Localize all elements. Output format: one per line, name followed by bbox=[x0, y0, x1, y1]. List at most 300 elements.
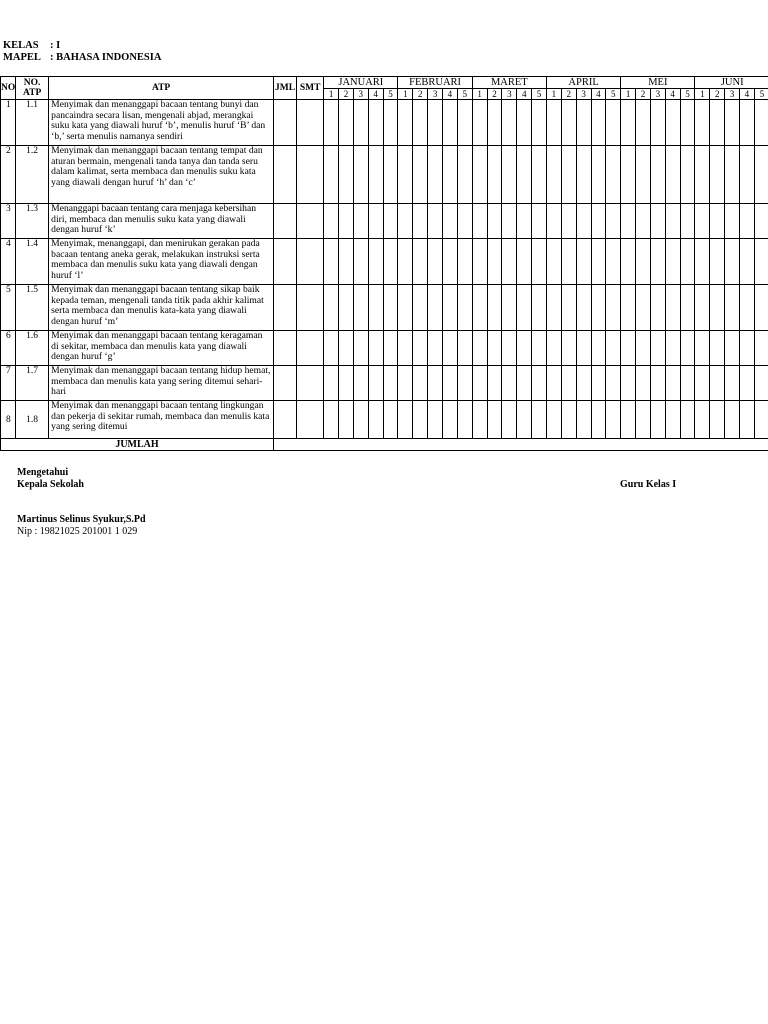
week-cell bbox=[710, 401, 725, 439]
row-jml-cell bbox=[274, 401, 297, 439]
week-cell bbox=[680, 366, 695, 401]
week-cell bbox=[472, 204, 487, 239]
week-header: 2 bbox=[487, 89, 502, 100]
week-cell bbox=[576, 100, 591, 146]
week-cell bbox=[532, 239, 547, 285]
week-cell bbox=[383, 401, 398, 439]
week-header: 1 bbox=[324, 89, 339, 100]
week-cell bbox=[339, 239, 354, 285]
week-header: 5 bbox=[457, 89, 472, 100]
row-atp-no: 1.6 bbox=[16, 331, 49, 366]
week-cell bbox=[413, 401, 428, 439]
row-atp-description: Menyimak dan menanggapi bacaan tentang hidup hemat, membaca dan menulis kata yang sering ditemui sehari-hari bbox=[49, 366, 274, 401]
header-no: NO bbox=[1, 77, 16, 100]
row-atp-no: 1.2 bbox=[16, 146, 49, 204]
week-header: 1 bbox=[472, 89, 487, 100]
week-cell bbox=[591, 285, 606, 331]
week-cell bbox=[457, 366, 472, 401]
week-cell bbox=[383, 285, 398, 331]
week-cell bbox=[413, 204, 428, 239]
week-cell bbox=[353, 239, 368, 285]
week-cell bbox=[621, 239, 636, 285]
week-cell bbox=[413, 285, 428, 331]
jumlah-values bbox=[274, 439, 768, 451]
week-cell bbox=[665, 401, 680, 439]
week-header: 2 bbox=[413, 89, 428, 100]
row-atp-no: 1.5 bbox=[16, 285, 49, 331]
mapel-value: : BAHASA INDONESIA bbox=[50, 52, 162, 63]
week-cell bbox=[561, 146, 576, 204]
week-header: 2 bbox=[636, 89, 651, 100]
week-cell bbox=[754, 204, 768, 239]
week-cell bbox=[739, 285, 754, 331]
kelas-value: : I bbox=[50, 40, 61, 51]
week-cell bbox=[546, 146, 561, 204]
week-header: 4 bbox=[443, 89, 458, 100]
week-cell bbox=[650, 366, 665, 401]
row-atp-no: 1.7 bbox=[16, 366, 49, 401]
week-cell bbox=[665, 146, 680, 204]
week-cell bbox=[398, 146, 413, 204]
week-cell bbox=[650, 204, 665, 239]
week-cell bbox=[368, 401, 383, 439]
week-cell bbox=[591, 239, 606, 285]
week-cell bbox=[517, 285, 532, 331]
row-jml-cell bbox=[274, 285, 297, 331]
row-jml-cell bbox=[274, 146, 297, 204]
week-cell bbox=[502, 100, 517, 146]
week-header: 1 bbox=[398, 89, 413, 100]
week-cell bbox=[487, 100, 502, 146]
week-cell bbox=[636, 285, 651, 331]
row-atp-description: Menanggapi bacaan tentang cara menjaga kebersihan diri, membaca dan menulis suku kata yang diawali dengan huruf ‘k’ bbox=[49, 204, 274, 239]
mapel-line bbox=[3, 52, 161, 63]
week-cell bbox=[383, 146, 398, 204]
week-cell bbox=[650, 285, 665, 331]
week-cell bbox=[383, 100, 398, 146]
week-cell bbox=[621, 285, 636, 331]
week-cell bbox=[546, 331, 561, 366]
week-cell bbox=[561, 239, 576, 285]
week-header: 1 bbox=[695, 89, 710, 100]
row-no: 2 bbox=[1, 146, 16, 204]
week-cell bbox=[487, 331, 502, 366]
week-header: 5 bbox=[606, 89, 621, 100]
table-row bbox=[1, 285, 768, 331]
week-cell bbox=[398, 401, 413, 439]
row-smt-cell bbox=[297, 239, 324, 285]
week-cell bbox=[561, 100, 576, 146]
row-atp-description: Menyimak, menanggapi, dan menirukan gerakan pada bacaan tentang aneka gerak, melakukan instruksi serta membaca dan menulis suku kata yang diawali dengan huruf ‘l’ bbox=[49, 239, 274, 285]
week-cell bbox=[368, 239, 383, 285]
week-cell bbox=[739, 401, 754, 439]
row-atp-description: Menyimak dan menanggapi bacaan tentang tempat dan aturan bermain, mengenali tanda tanya dan tanda seru dalam kalimat, serta membaca dan menulis suku kata yang diawali dengan huruf ‘h’ dan ‘c’ bbox=[49, 146, 274, 204]
week-cell bbox=[457, 401, 472, 439]
week-cell bbox=[324, 285, 339, 331]
jumlah-label: JUMLAH bbox=[1, 439, 274, 451]
week-cell bbox=[606, 204, 621, 239]
week-cell bbox=[339, 401, 354, 439]
week-cell bbox=[606, 366, 621, 401]
week-cell bbox=[472, 146, 487, 204]
row-atp-no: 1.3 bbox=[16, 204, 49, 239]
week-cell bbox=[457, 146, 472, 204]
header-no-atp: NO. ATP bbox=[16, 77, 49, 100]
week-cell bbox=[621, 331, 636, 366]
guru-kelas-label: Guru Kelas I bbox=[620, 479, 677, 490]
week-cell bbox=[532, 366, 547, 401]
week-cell bbox=[339, 204, 354, 239]
week-cell bbox=[546, 204, 561, 239]
week-cell bbox=[621, 100, 636, 146]
kelas-label: KELAS bbox=[3, 40, 39, 51]
mengetahui-label: Mengetahui bbox=[17, 467, 69, 478]
week-cell bbox=[517, 100, 532, 146]
week-cell bbox=[532, 204, 547, 239]
week-cell bbox=[368, 146, 383, 204]
week-cell bbox=[339, 100, 354, 146]
week-cell bbox=[353, 146, 368, 204]
week-cell bbox=[383, 366, 398, 401]
week-cell bbox=[324, 401, 339, 439]
week-cell bbox=[710, 285, 725, 331]
week-cell bbox=[443, 331, 458, 366]
header-atp: ATP bbox=[49, 77, 274, 100]
week-cell bbox=[695, 204, 710, 239]
week-cell bbox=[739, 366, 754, 401]
week-cell bbox=[502, 285, 517, 331]
week-cell bbox=[472, 401, 487, 439]
week-cell bbox=[754, 401, 768, 439]
week-cell bbox=[413, 366, 428, 401]
week-cell bbox=[502, 401, 517, 439]
week-cell bbox=[695, 401, 710, 439]
week-cell bbox=[472, 100, 487, 146]
week-cell bbox=[353, 100, 368, 146]
week-cell bbox=[532, 331, 547, 366]
week-cell bbox=[502, 331, 517, 366]
row-no: 4 bbox=[1, 239, 16, 285]
week-cell bbox=[710, 204, 725, 239]
week-cell bbox=[576, 204, 591, 239]
week-cell bbox=[754, 146, 768, 204]
row-no: 1 bbox=[1, 100, 16, 146]
week-cell bbox=[665, 239, 680, 285]
row-smt-cell bbox=[297, 401, 324, 439]
week-cell bbox=[680, 285, 695, 331]
week-cell bbox=[472, 239, 487, 285]
week-cell bbox=[383, 239, 398, 285]
week-cell bbox=[517, 146, 532, 204]
week-header: 4 bbox=[665, 89, 680, 100]
week-cell bbox=[576, 331, 591, 366]
week-cell bbox=[591, 401, 606, 439]
week-cell bbox=[368, 204, 383, 239]
week-cell bbox=[695, 366, 710, 401]
week-cell bbox=[353, 331, 368, 366]
week-cell bbox=[443, 366, 458, 401]
week-cell bbox=[710, 146, 725, 204]
week-cell bbox=[324, 366, 339, 401]
row-smt-cell bbox=[297, 204, 324, 239]
week-cell bbox=[517, 331, 532, 366]
week-cell bbox=[739, 331, 754, 366]
table-row bbox=[1, 366, 768, 401]
week-cell bbox=[636, 146, 651, 204]
week-cell bbox=[443, 204, 458, 239]
week-header: 3 bbox=[725, 89, 740, 100]
week-cell bbox=[339, 331, 354, 366]
week-header: 3 bbox=[502, 89, 517, 100]
week-cell bbox=[368, 100, 383, 146]
week-cell bbox=[576, 401, 591, 439]
row-smt-cell bbox=[297, 146, 324, 204]
week-cell bbox=[457, 331, 472, 366]
week-cell bbox=[680, 331, 695, 366]
week-cell bbox=[502, 239, 517, 285]
row-jml-cell bbox=[274, 366, 297, 401]
week-cell bbox=[739, 204, 754, 239]
week-header: 3 bbox=[353, 89, 368, 100]
week-cell bbox=[680, 239, 695, 285]
week-cell bbox=[725, 401, 740, 439]
row-no: 3 bbox=[1, 204, 16, 239]
week-header: 1 bbox=[546, 89, 561, 100]
week-cell bbox=[650, 239, 665, 285]
week-cell bbox=[606, 146, 621, 204]
week-cell bbox=[695, 331, 710, 366]
week-cell bbox=[517, 401, 532, 439]
row-jml-cell bbox=[274, 100, 297, 146]
week-header: 5 bbox=[754, 89, 768, 100]
week-cell bbox=[710, 366, 725, 401]
week-cell bbox=[502, 146, 517, 204]
row-atp-description: Menyimak dan menanggapi bacaan tentang sikap baik kepada teman, mengenali tanda titik pada akhir kalimat serta membaca dan menulis kata-kata yang diawali dengan huruf ‘m’ bbox=[49, 285, 274, 331]
week-cell bbox=[443, 146, 458, 204]
week-cell bbox=[591, 366, 606, 401]
kepala-sekolah-label: Kepala Sekolah bbox=[17, 479, 84, 490]
week-cell bbox=[606, 239, 621, 285]
week-cell bbox=[546, 100, 561, 146]
week-cell bbox=[487, 204, 502, 239]
week-cell bbox=[457, 100, 472, 146]
week-cell bbox=[398, 100, 413, 146]
week-cell bbox=[398, 366, 413, 401]
week-cell bbox=[665, 366, 680, 401]
week-cell bbox=[517, 366, 532, 401]
row-jml-cell bbox=[274, 239, 297, 285]
week-cell bbox=[606, 100, 621, 146]
header-jml: JML bbox=[274, 77, 297, 100]
week-cell bbox=[576, 285, 591, 331]
week-cell bbox=[383, 331, 398, 366]
week-cell bbox=[532, 401, 547, 439]
week-cell bbox=[472, 366, 487, 401]
week-cell bbox=[368, 285, 383, 331]
row-atp-description: Menyimak dan menanggapi bacaan tentang keragaman di sekitar, membaca dan menulis kata yang diawali dengan huruf ‘g’ bbox=[49, 331, 274, 366]
week-cell bbox=[457, 204, 472, 239]
week-header: 2 bbox=[561, 89, 576, 100]
week-cell bbox=[636, 366, 651, 401]
week-cell bbox=[457, 239, 472, 285]
week-cell bbox=[725, 146, 740, 204]
week-cell bbox=[413, 331, 428, 366]
week-cell bbox=[710, 100, 725, 146]
row-jml-cell bbox=[274, 204, 297, 239]
week-cell bbox=[546, 285, 561, 331]
week-cell bbox=[428, 204, 443, 239]
table-row bbox=[1, 239, 768, 285]
week-header: 3 bbox=[650, 89, 665, 100]
week-cell bbox=[576, 239, 591, 285]
week-cell bbox=[665, 285, 680, 331]
week-cell bbox=[443, 100, 458, 146]
week-cell bbox=[532, 100, 547, 146]
row-no: 5 bbox=[1, 285, 16, 331]
week-cell bbox=[339, 146, 354, 204]
week-cell bbox=[754, 285, 768, 331]
week-cell bbox=[636, 204, 651, 239]
week-cell bbox=[457, 285, 472, 331]
week-header: 3 bbox=[428, 89, 443, 100]
week-cell bbox=[650, 146, 665, 204]
row-atp-no: 1.4 bbox=[16, 239, 49, 285]
week-cell bbox=[561, 204, 576, 239]
month-header: MARET bbox=[472, 77, 546, 89]
week-cell bbox=[725, 100, 740, 146]
week-cell bbox=[472, 285, 487, 331]
week-cell bbox=[413, 146, 428, 204]
week-cell bbox=[353, 285, 368, 331]
week-cell bbox=[636, 331, 651, 366]
week-cell bbox=[561, 331, 576, 366]
week-cell bbox=[428, 239, 443, 285]
week-cell bbox=[576, 146, 591, 204]
week-cell bbox=[324, 239, 339, 285]
week-cell bbox=[621, 401, 636, 439]
week-cell bbox=[739, 239, 754, 285]
row-no: 8 bbox=[1, 401, 16, 439]
week-header: 2 bbox=[339, 89, 354, 100]
week-header: 4 bbox=[739, 89, 754, 100]
week-cell bbox=[606, 331, 621, 366]
week-cell bbox=[517, 239, 532, 285]
week-cell bbox=[413, 100, 428, 146]
week-cell bbox=[428, 366, 443, 401]
week-cell bbox=[621, 204, 636, 239]
week-cell bbox=[353, 401, 368, 439]
week-cell bbox=[636, 401, 651, 439]
week-cell bbox=[339, 366, 354, 401]
week-cell bbox=[398, 331, 413, 366]
week-cell bbox=[487, 146, 502, 204]
week-cell bbox=[324, 100, 339, 146]
row-jml-cell bbox=[274, 331, 297, 366]
month-header: JANUARI bbox=[324, 77, 398, 89]
week-cell bbox=[665, 100, 680, 146]
week-cell bbox=[487, 401, 502, 439]
week-cell bbox=[576, 366, 591, 401]
week-header: 3 bbox=[576, 89, 591, 100]
week-cell bbox=[725, 366, 740, 401]
week-cell bbox=[739, 100, 754, 146]
week-header: 2 bbox=[710, 89, 725, 100]
week-cell bbox=[324, 146, 339, 204]
week-cell bbox=[636, 100, 651, 146]
header-smt: SMT bbox=[297, 77, 324, 100]
week-cell bbox=[680, 204, 695, 239]
row-atp-no: 1.8 bbox=[16, 401, 49, 439]
week-cell bbox=[754, 331, 768, 366]
week-cell bbox=[502, 366, 517, 401]
week-header: 4 bbox=[368, 89, 383, 100]
week-cell bbox=[398, 285, 413, 331]
week-cell bbox=[650, 401, 665, 439]
week-cell bbox=[695, 285, 710, 331]
table-row bbox=[1, 204, 768, 239]
week-cell bbox=[428, 401, 443, 439]
week-cell bbox=[413, 239, 428, 285]
week-cell bbox=[532, 285, 547, 331]
week-cell bbox=[546, 366, 561, 401]
week-cell bbox=[398, 204, 413, 239]
week-cell bbox=[606, 401, 621, 439]
week-cell bbox=[591, 331, 606, 366]
week-cell bbox=[695, 146, 710, 204]
week-cell bbox=[443, 285, 458, 331]
row-smt-cell bbox=[297, 366, 324, 401]
week-cell bbox=[621, 366, 636, 401]
week-cell bbox=[725, 331, 740, 366]
row-smt-cell bbox=[297, 100, 324, 146]
week-cell bbox=[591, 146, 606, 204]
week-cell bbox=[428, 146, 443, 204]
week-cell bbox=[487, 366, 502, 401]
month-header: FEBRUARI bbox=[398, 77, 472, 89]
week-cell bbox=[383, 204, 398, 239]
week-cell bbox=[725, 285, 740, 331]
week-cell bbox=[561, 401, 576, 439]
week-cell bbox=[443, 239, 458, 285]
week-cell bbox=[710, 331, 725, 366]
month-header: JUNI bbox=[695, 77, 768, 89]
week-cell bbox=[754, 100, 768, 146]
week-cell bbox=[739, 146, 754, 204]
week-cell bbox=[339, 285, 354, 331]
month-header: MEI bbox=[621, 77, 695, 89]
table-row bbox=[1, 401, 768, 439]
week-cell bbox=[636, 239, 651, 285]
atp-schedule-table bbox=[0, 76, 768, 451]
week-header: 1 bbox=[621, 89, 636, 100]
week-cell bbox=[725, 239, 740, 285]
week-cell bbox=[428, 331, 443, 366]
week-cell bbox=[680, 146, 695, 204]
week-cell bbox=[650, 100, 665, 146]
week-cell bbox=[546, 239, 561, 285]
row-atp-description: Menyimak dan menanggapi bacaan tentang lingkungan dan pekerja di sekitar rumah, membaca dan menulis kata yang sering ditemui bbox=[49, 401, 274, 439]
week-cell bbox=[710, 239, 725, 285]
week-cell bbox=[546, 401, 561, 439]
row-smt-cell bbox=[297, 285, 324, 331]
week-cell bbox=[591, 204, 606, 239]
week-cell bbox=[398, 239, 413, 285]
table-row bbox=[1, 100, 768, 146]
table-row bbox=[1, 331, 768, 366]
week-cell bbox=[561, 366, 576, 401]
week-cell bbox=[428, 100, 443, 146]
week-cell bbox=[665, 204, 680, 239]
